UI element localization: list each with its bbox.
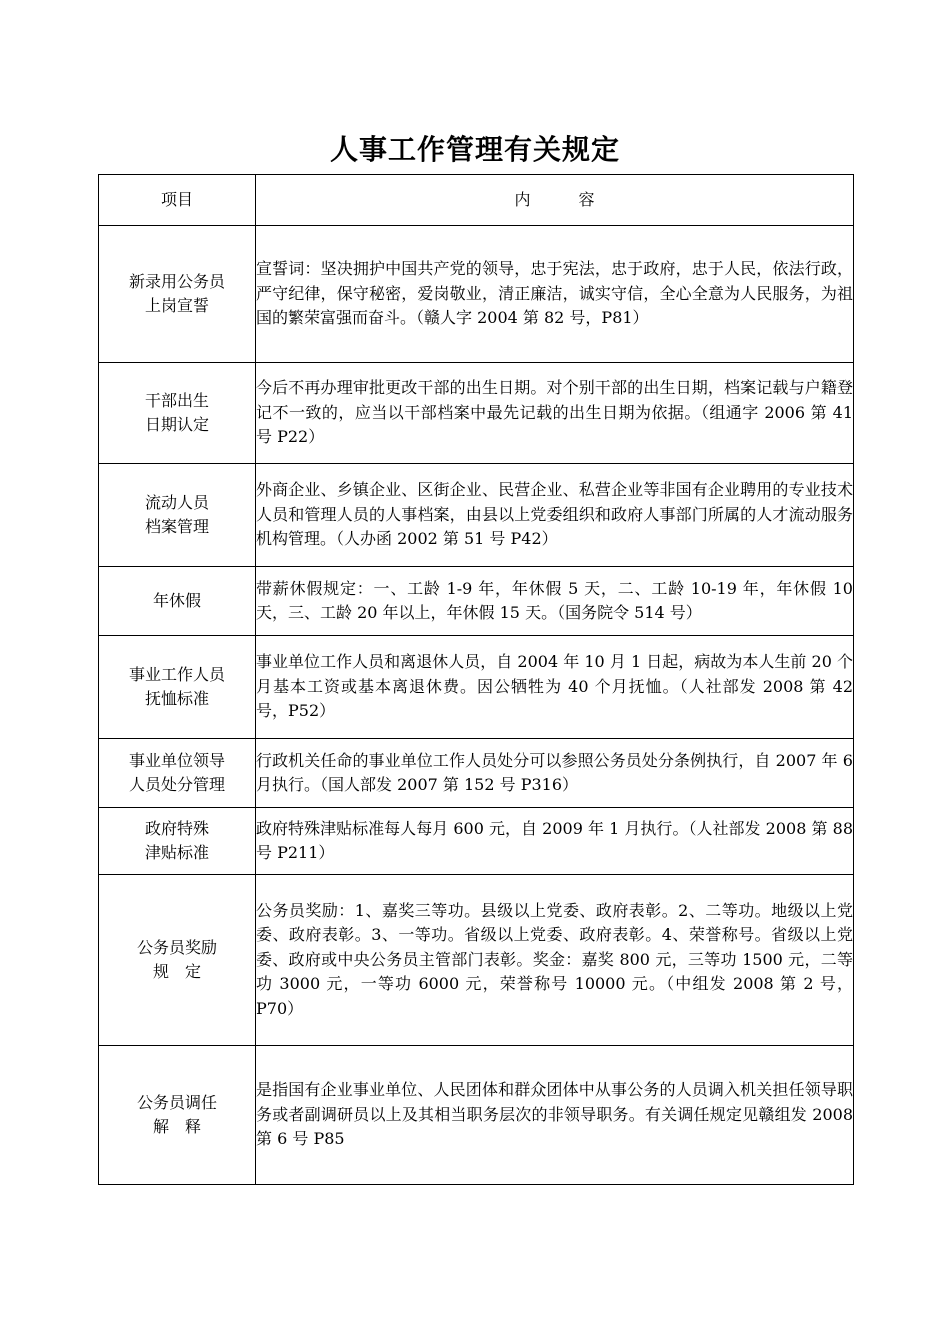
table-row: [99, 226, 854, 363]
table-row: [99, 1046, 854, 1185]
table-row: [99, 739, 854, 808]
row-content-cell: 今后不再办理审批更改干部的出生日期。对个别干部的出生日期，档案记载与户籍登记不一致的，应当以干部档案中最先记载的出生日期为依据。（组通字 2006 第 41 号 P22）: [256, 363, 854, 464]
item-label-line: 档案管理: [144, 517, 209, 536]
row-item-cell: [99, 464, 256, 567]
item-label-line: 政府特殊: [144, 818, 209, 838]
row-item-cell: [99, 226, 256, 363]
row-content-cell: 政府特殊津贴标准每人每月 600 元，自 2009 年 1 月执行。（人社部发 2008 第 88 号 P211）: [256, 808, 854, 875]
item-label-line: 公务员奖励: [136, 937, 217, 957]
table-header-row: [99, 175, 854, 226]
table-row: [99, 363, 854, 464]
row-item-cell: [99, 875, 256, 1046]
regulations-table: [98, 174, 854, 1185]
header-item-cell: 项目: [99, 175, 256, 226]
item-label-line: 年休假: [152, 590, 201, 610]
row-content-cell: 外商企业、乡镇企业、区街企业、民营企业、私营企业等非国有企业聘用的专业技术人员和管理人员的人事档案，由县以上党委组织和政府人事部门所属的人才流动服务机构管理。（人办函 2002 第 51 号 P42）: [256, 464, 854, 567]
row-content-cell: 带薪休假规定：一、工龄 1-9 年，年休假 5 天，二、工龄 10-19 年，年休假 10 天，三、工龄 20 年以上，年休假 15 天。（国务院令 514 号）: [256, 567, 854, 636]
item-label-line: 抚恤标准: [144, 689, 209, 708]
header-content-cell: 内 容: [256, 175, 854, 226]
table-row: [99, 567, 854, 636]
item-label-line: 干部出生: [144, 390, 209, 410]
row-content-cell: 行政机关任命的事业单位工作人员处分可以参照公务员处分条例执行，自 2007 年 6 月执行。（国人部发 2007 第 152 号 P316）: [256, 739, 854, 808]
item-label-line: 上岗宣誓: [144, 296, 209, 315]
table-row: [99, 875, 854, 1046]
item-label-line: 事业单位领导: [128, 750, 225, 770]
table-row: [99, 464, 854, 567]
item-label-line: 事业工作人员: [128, 664, 225, 684]
row-item-cell: [99, 636, 256, 739]
page-title: 人事工作管理有关规定: [329, 133, 620, 166]
row-item-cell: [99, 808, 256, 875]
row-item-cell: [99, 1046, 256, 1185]
item-label-line: 规 定: [152, 962, 201, 981]
item-label-line: 新录用公务员: [128, 271, 225, 291]
item-label-line: 日期认定: [144, 415, 209, 434]
item-label-line: 流动人员: [144, 492, 209, 512]
item-label-line: 人员处分管理: [128, 775, 225, 794]
row-content-cell: 是指国有企业事业单位、人民团体和群众团体中从事公务的人员调入机关担任领导职务或者副调研员以上及其相当职务层次的非领导职务。有关调任规定见赣组发 2008 第 6 号 P85: [256, 1046, 854, 1185]
item-label-line: 解 释: [152, 1117, 201, 1136]
row-item-cell: [99, 567, 256, 636]
row-item-cell: [99, 363, 256, 464]
item-label-line: 公务员调任: [136, 1092, 217, 1112]
row-content-cell: 公务员奖励：1、嘉奖三等功。县级以上党委、政府表彰。2、二等功。地级以上党委、政府表彰。3、一等功。省级以上党委、政府表彰。4、荣誉称号。省级以上党委、政府或中央公务员主管部门表彰。奖金：嘉奖 800 元，三等功 1500 元，二等功 3000 元，一等功 6000 元，荣誉称号 10000 元。（中组发 2008 第 2 号，P70）: [256, 875, 854, 1046]
row-content-cell: 事业单位工作人员和离退休人员，自 2004 年 10 月 1 日起，病故为本人生前 20 个月基本工资或基本离退休费。因公牺牲为 40 个月抚恤。（人社部发 2008 第 42 号，P52）: [256, 636, 854, 739]
table-row: [99, 636, 854, 739]
item-label-line: 津贴标准: [144, 843, 209, 862]
row-item-cell: [99, 739, 256, 808]
row-content-cell: 宣誓词：坚决拥护中国共产党的领导，忠于宪法，忠于政府，忠于人民，依法行政，严守纪律，保守秘密，爱岗敬业，清正廉洁，诚实守信，全心全意为人民服务，为祖国的繁荣富强而奋斗。（赣人字 2004 第 82 号，P81）: [256, 226, 854, 363]
table-row: [99, 808, 854, 875]
